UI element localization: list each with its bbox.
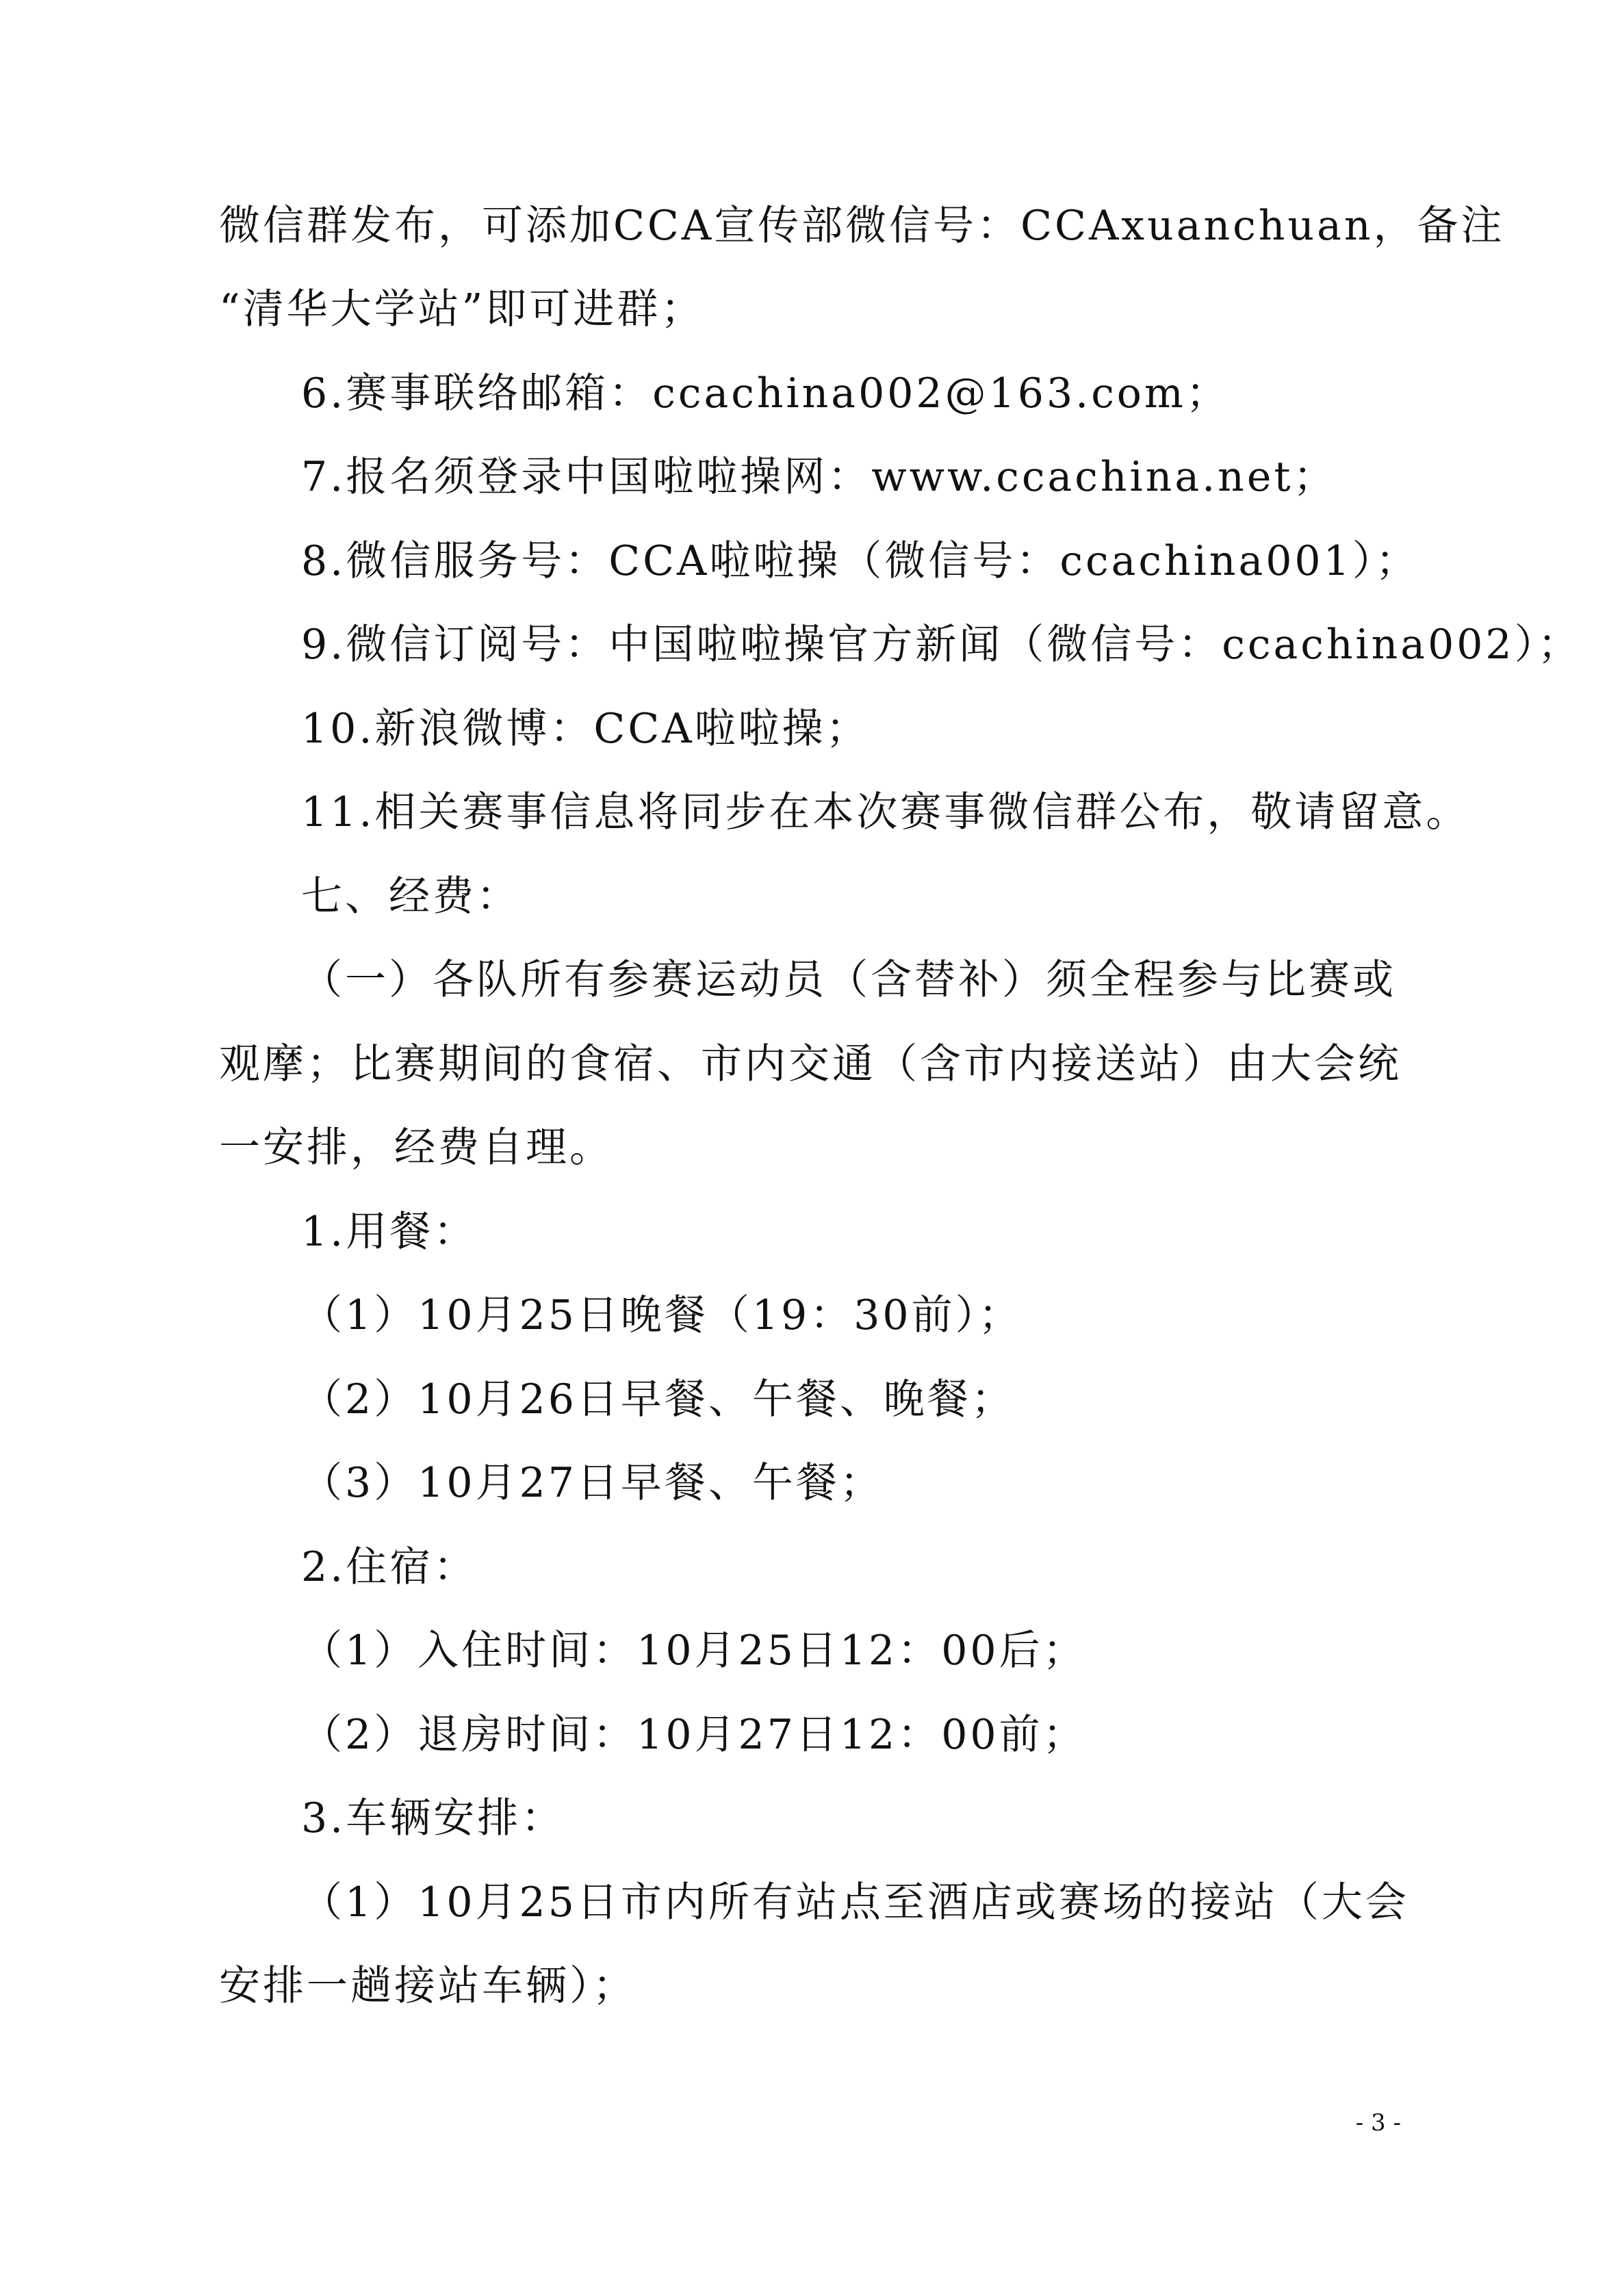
page-number: - 3 - [1355, 2109, 1401, 2137]
list-item: （1）入住时间：10月25日12：00后； [301, 1627, 1087, 1675]
section-heading: 七、经费： [301, 873, 520, 920]
wechat-service-line: 8.微信服务号：CCA啦啦操（微信号：ccachina001）； [301, 537, 1419, 585]
notice-line: 11.相关赛事信息将同步在本次赛事微信群公布，敬请留意。 [301, 788, 1470, 836]
wechat-subscription-line: 9.微信订阅号：中国啦啦操官方新闻（微信号：ccachina002）； [301, 621, 1582, 669]
list-item: （1）10月25日晚餐（19：30前）； [301, 1291, 1023, 1339]
paragraph-line: （一）各队所有参赛运动员（含替补）须全程参与比赛或 [301, 956, 1396, 1004]
subheading-vehicles: 3.车辆安排： [301, 1794, 565, 1842]
website-line: 7.报名须登录中国啦啦操网：www.ccachina.net； [301, 453, 1337, 501]
list-item: （2）退房时间：10月27日12：00前； [301, 1711, 1087, 1759]
list-item: （2）10月26日早餐、午餐、晚餐； [301, 1376, 1015, 1423]
list-item: （1）10月25日市内所有站点至酒店或赛场的接站（大会 [301, 1879, 1409, 1926]
weibo-line: 10.新浪微博：CCA啦啦操； [301, 705, 870, 753]
paragraph-line: “清华大学站”即可进群； [219, 285, 705, 333]
email-line: 6.赛事联络邮箱：ccachina002@163.com； [301, 370, 1230, 417]
paragraph-line: 一安排，经费自理。 [219, 1124, 613, 1172]
subheading-meals: 1.用餐： [301, 1208, 478, 1256]
list-item: （3）10月27日早餐、午餐； [301, 1459, 884, 1507]
subheading-accommodation: 2.住宿： [301, 1543, 478, 1591]
paragraph-line: 微信群发布，可添加CCA宣传部微信号：CCAxuanchuan，备注 [219, 202, 1505, 250]
list-item-continuation: 安排一趟接站车辆）； [219, 1962, 637, 2010]
paragraph-line: 观摩；比赛期间的食宿、市内交通（含市内接送站）由大会统 [219, 1040, 1402, 1088]
